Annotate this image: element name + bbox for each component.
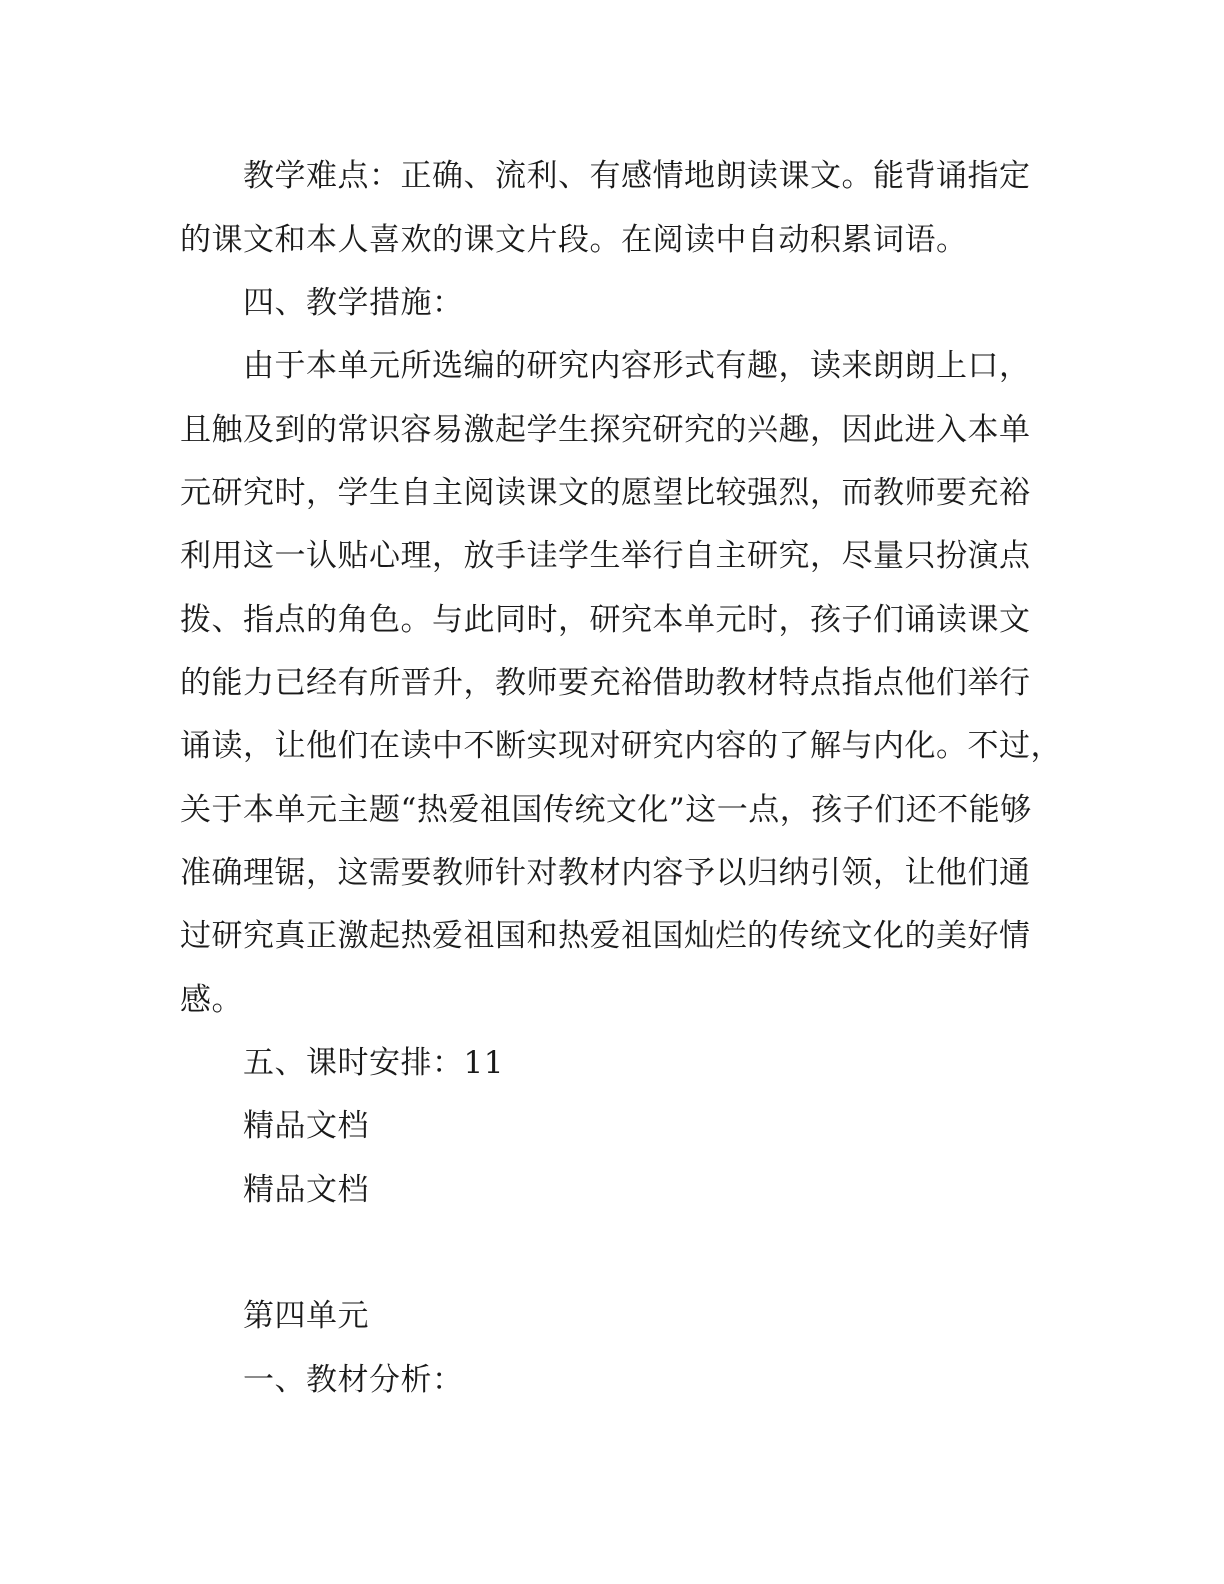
watermark-text: 精品文档 xyxy=(243,1108,369,1144)
section-heading: 一、教材分析： xyxy=(243,1362,464,1398)
paragraph-line: 元研究时，学生自主阅读课文的愿望比较强烈，而教师要充裕 xyxy=(180,475,1031,511)
paragraph-line: 的能力已经有所晋升，教师要充裕借助教材特点指点他们举行 xyxy=(180,665,1031,701)
paragraph-line: 且触及到的常识容易激起学生探究研究的兴趣，因此进入本单 xyxy=(180,412,1031,448)
section-heading: 四、教学措施： xyxy=(243,285,464,321)
paragraph-line: 由于本单元所选编的研究内容形式有趣，读来朗朗上口， xyxy=(243,348,1031,384)
paragraph-line: 过研究真正激起热爱祖国和热爱祖国灿烂的传统文化的美好情 xyxy=(180,918,1031,954)
watermark-text: 精品文档 xyxy=(243,1172,369,1208)
paragraph-line: 拨、指点的角色。与此同时，研究本单元时，孩子们诵读课文 xyxy=(180,602,1031,638)
paragraph-line: 诵读，让他们在读中不断实现对研究内容的了解与内化。不过， xyxy=(180,728,1062,764)
section-heading: 五、课时安排：11 xyxy=(243,1045,504,1081)
paragraph-line: 感。 xyxy=(180,982,243,1018)
paragraph-line: 利用这一认贴心理，放手诖学生举行自主研究，尽量只扮演点 xyxy=(180,538,1031,574)
unit-title: 第四单元 xyxy=(243,1298,369,1334)
paragraph-line: 的课文和本人喜欢的课文片段。在阅读中自动积累词语。 xyxy=(180,222,968,258)
paragraph-line: 准确理锯，这需要教师针对教材内容予以归纳引领，让他们通 xyxy=(180,855,1031,891)
paragraph-line: 关于本单元主题“热爱祖国传统文化”这一点，孩子们还不能够 xyxy=(180,792,1032,828)
paragraph-line: 教学难点：正确、流利、有感情地朗读课文。能背诵指定 xyxy=(243,158,1031,194)
